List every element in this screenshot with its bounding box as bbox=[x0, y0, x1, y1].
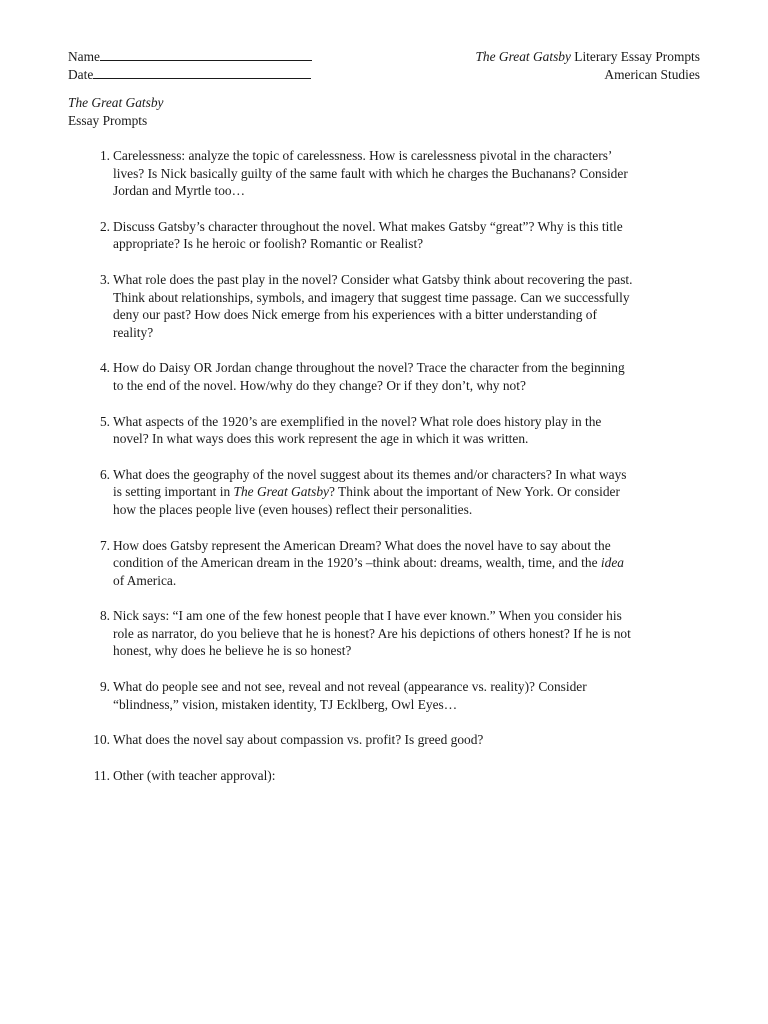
prompt-item bbox=[68, 271, 700, 341]
prompt-number: 5. bbox=[99, 413, 110, 429]
essay-prompts-heading: Essay Prompts bbox=[68, 112, 148, 128]
name-label: Name bbox=[68, 49, 100, 64]
prompt-number: 11. bbox=[93, 767, 110, 783]
prompt-line: What do people see and not see, reveal and not reveal (appearance vs. reality)? Consider bbox=[113, 679, 587, 695]
prompt-line: deny our past? How does Nick emerge from his experiences with a bitter understanding of bbox=[113, 307, 597, 323]
prompt-item bbox=[68, 607, 700, 660]
prompt-number: 2. bbox=[99, 218, 110, 234]
prompt-line: lives? Is Nick basically guilty of the same fault with which he charges the Buchanans? Consider bbox=[113, 165, 628, 181]
prompt-line: role as narrator, do you believe that he is honest? Are his depictions of others honest? If he is not bbox=[113, 625, 631, 641]
doc-header-right bbox=[475, 48, 700, 83]
prompt-text bbox=[113, 359, 700, 394]
prompt-line: Discuss Gatsby’s character throughout the novel. What makes Gatsby “great”? Why is this title bbox=[113, 218, 623, 234]
name-blank[interactable] bbox=[100, 48, 312, 61]
name-line bbox=[68, 48, 312, 66]
date-blank[interactable] bbox=[93, 66, 311, 79]
doc-title-rest: Literary Essay Prompts bbox=[570, 49, 700, 64]
prompt-line: Carelessness: analyze the topic of carelessness. How is carelessness pivotal in the characters’ bbox=[113, 148, 613, 163]
prompt-line: What aspects of the 1920’s are exemplified in the novel? What role does history play in the bbox=[113, 413, 602, 429]
prompt-number: 9. bbox=[99, 679, 110, 695]
prompt-text bbox=[113, 271, 700, 341]
name-date-block bbox=[68, 48, 312, 83]
prompt-line: Nick says: “I am one of the few honest people that I have ever known.” When you consider his bbox=[113, 608, 622, 624]
prompt-line: reality? bbox=[113, 324, 154, 340]
prompt-line: Think about relationships, symbols, and imagery that suggest time passage. Can we successfully bbox=[113, 289, 630, 305]
prompt-item bbox=[68, 466, 700, 519]
prompt-text-span: ? Think about the important of New York. Or consider bbox=[328, 484, 620, 500]
prompt-line: What does the novel say about compassion vs. profit? Is greed good? bbox=[113, 732, 484, 748]
prompt-number: 10. bbox=[93, 732, 110, 748]
prompt-line: Other (with teacher approval): bbox=[113, 767, 276, 783]
prompt-line: novel? In what ways does this work represent the age in which it was written. bbox=[113, 431, 529, 447]
date-label: Date bbox=[68, 66, 94, 82]
prompt-text bbox=[113, 466, 700, 519]
prompt-line: of America. bbox=[113, 572, 177, 588]
book-title: The Great Gatsby bbox=[68, 95, 164, 110]
prompt-item bbox=[68, 767, 700, 785]
prompt-line: “blindness,” vision, mistaken identity, TJ Ecklberg, Owl Eyes… bbox=[113, 696, 458, 712]
prompt-line: Jordan and Myrtle too… bbox=[113, 183, 246, 199]
prompt-list bbox=[68, 147, 700, 784]
prompt-text bbox=[113, 537, 700, 590]
date-line bbox=[68, 66, 312, 84]
prompt-line: appropriate? Is he heroic or foolish? Romantic or Realist? bbox=[113, 236, 424, 252]
prompt-number: 7. bbox=[99, 537, 110, 553]
prompt-text-span: is setting important in bbox=[113, 484, 234, 500]
prompt-number: 3. bbox=[99, 271, 110, 287]
prompt-line: What does the geography of the novel suggest about its themes and/or characters? In what ways bbox=[113, 466, 627, 482]
prompt-text bbox=[113, 731, 700, 749]
prompt-line: honest, why does he believe he is so honest? bbox=[113, 643, 352, 659]
prompt-text bbox=[113, 767, 700, 785]
prompt-line bbox=[113, 554, 700, 572]
prompt-text-span: condition of the American dream in the 1920’s –think about: dreams, wealth, time, and the bbox=[113, 555, 601, 571]
prompt-number: 1. bbox=[99, 148, 110, 163]
prompt-text bbox=[113, 218, 700, 253]
prompt-item bbox=[68, 413, 700, 448]
prompt-text bbox=[113, 147, 700, 200]
prompt-item bbox=[68, 678, 700, 713]
prompt-text bbox=[113, 607, 700, 660]
doc-title-book: The Great Gatsby bbox=[475, 49, 571, 64]
prompt-number: 4. bbox=[99, 360, 110, 376]
prompt-number: 8. bbox=[99, 608, 110, 624]
course-name: American Studies bbox=[604, 66, 700, 82]
prompt-line bbox=[113, 483, 700, 501]
prompt-item bbox=[68, 218, 700, 253]
prompt-line: How does Gatsby represent the American Dream? What does the novel have to say about the bbox=[113, 537, 611, 553]
prompt-line: What role does the past play in the novel? Consider what Gatsby think about recovering the past. bbox=[113, 271, 633, 287]
prompt-text bbox=[113, 413, 700, 448]
emphasis-word: idea bbox=[600, 555, 624, 571]
prompt-text bbox=[113, 678, 700, 713]
prompt-line: to the end of the novel. How/why do they change? Or if they don’t, why not? bbox=[113, 377, 526, 393]
prompt-item bbox=[68, 359, 700, 394]
prompt-number: 6. bbox=[99, 466, 110, 482]
prompt-line: How do Daisy OR Jordan change throughout the novel? Trace the character from the beginning bbox=[113, 360, 625, 376]
doc-title bbox=[475, 48, 700, 66]
prompt-item bbox=[68, 731, 700, 749]
prompt-item bbox=[68, 147, 700, 200]
prompt-line: how the places people live (even houses) reflect their personalities. bbox=[113, 501, 473, 517]
book-title-inline: The Great Gatsby bbox=[233, 484, 329, 500]
prompt-item bbox=[68, 537, 700, 590]
title-block bbox=[68, 94, 163, 129]
